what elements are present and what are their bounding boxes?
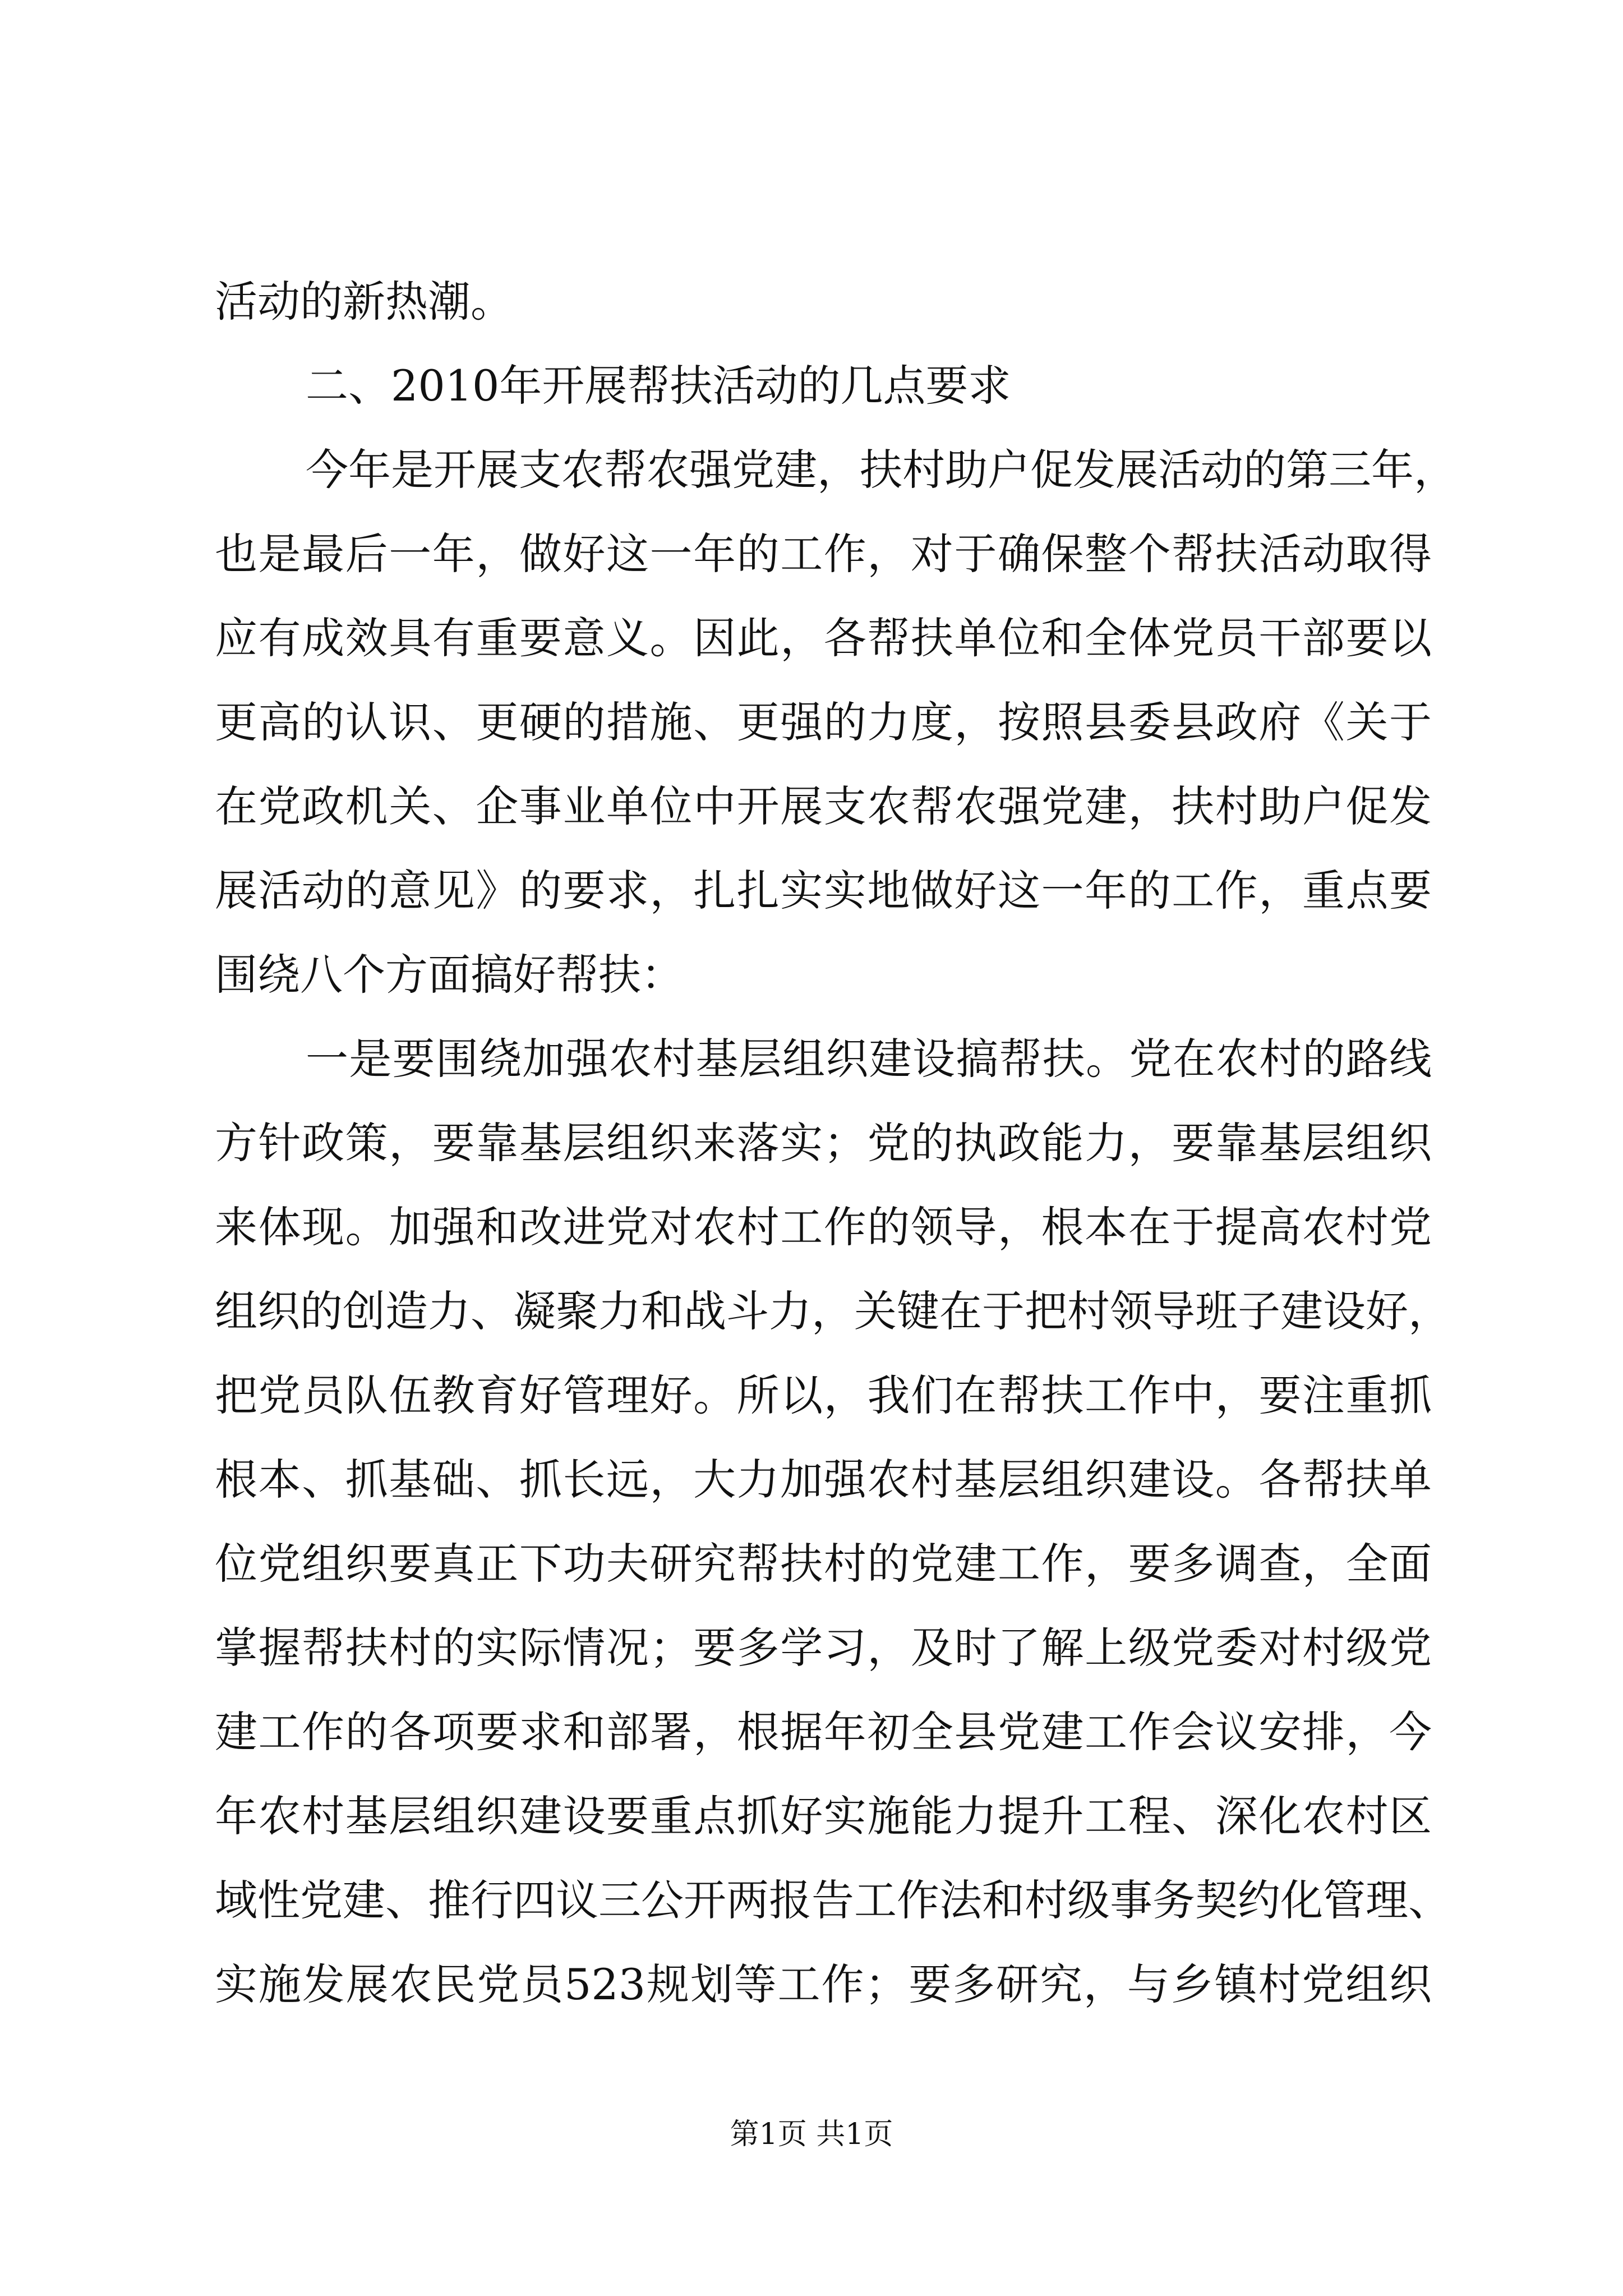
- text-line: 方针政策，要靠基层组织来落实；党的执政能力，要靠基层组织: [215, 1118, 1432, 1168]
- text-line: 围绕八个方面搞好帮扶：: [215, 950, 684, 1000]
- text-line: 实施发展农民党员523规划等工作；要多研究，与乡镇村党组织: [215, 1959, 1432, 2009]
- text-line: 也是最后一年，做好这一年的工作，对于确保整个帮扶活动取得: [215, 529, 1432, 579]
- text-line: 组织的创造力、凝聚力和战斗力，关键在于把村领导班子建设好，: [215, 1286, 1451, 1336]
- text-line: 展活动的意见》的要求，扎扎实实地做好这一年的工作，重点要: [215, 866, 1432, 915]
- text-line: 一是要围绕加强农村基层组织建设搞帮扶。党在农村的路线: [306, 1034, 1432, 1084]
- section-heading: 二、2010年开展帮扶活动的几点要求: [306, 361, 1011, 411]
- text-line: 年农村基层组织建设要重点抓好实施能力提升工程、深化农村区: [215, 1791, 1432, 1841]
- text-line: 今年是开展支农帮农强党建，扶村助户促发展活动的第三年，: [306, 445, 1456, 495]
- text-line: 位党组织要真正下功夫研究帮扶村的党建工作，要多调查，全面: [215, 1539, 1432, 1589]
- text-line: 掌握帮扶村的实际情况；要多学习，及时了解上级党委对村级党: [215, 1623, 1432, 1673]
- page-footer: [0, 2115, 1623, 2154]
- text-line: 把党员队伍教育好管理好。所以，我们在帮扶工作中，要注重抓: [215, 1370, 1432, 1420]
- text-line: 应有成效具有重要意义。因此，各帮扶单位和全体党员干部要以: [215, 613, 1432, 663]
- text-line: 活动的新热潮。: [215, 277, 513, 326]
- document-body: [215, 260, 1456, 2027]
- text-line: 根本、抓基础、抓长远，大力加强农村基层组织建设。各帮扶单: [215, 1455, 1432, 1504]
- text-line: 建工作的各项要求和部署，根据年初全县党建工作会议安排，今: [215, 1707, 1432, 1757]
- text-line: 在党政机关、企事业单位中开展支农帮农强党建，扶村助户促发: [215, 781, 1432, 831]
- page-number-label: 第1页 共1页: [730, 2118, 893, 2151]
- text-line: 更高的认识、更硬的措施、更强的力度，按照县委县政府《关于: [215, 697, 1432, 747]
- text-line: 域性党建、推行四议三公开两报告工作法和村级事务契约化管理、: [215, 1875, 1451, 1925]
- text-line: 来体现。加强和改进党对农村工作的领导，根本在于提高农村党: [215, 1202, 1432, 1252]
